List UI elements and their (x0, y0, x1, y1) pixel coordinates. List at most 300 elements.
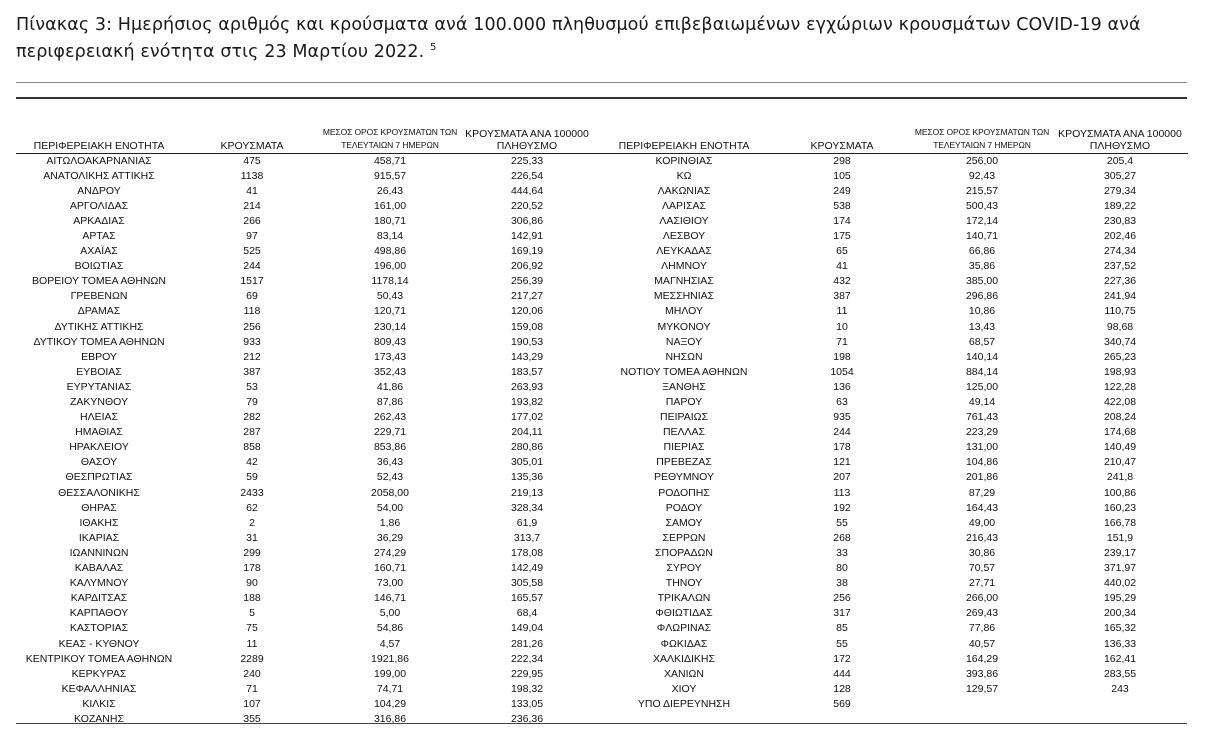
avg7-cell: 160,71 (373, 562, 407, 575)
table-row (596, 229, 1188, 244)
table-row (16, 531, 596, 546)
per100k-cell: 142,49 (510, 562, 544, 575)
table-row (596, 350, 1188, 365)
cases-cell: 858 (243, 441, 261, 454)
per100k-cell: 256,39 (510, 275, 544, 288)
region-cell: ΦΩΚΙΔΑΣ (660, 637, 708, 650)
avg7-cell: 1921,86 (371, 652, 409, 665)
table-row (16, 697, 596, 712)
cases-table-right (596, 121, 1188, 712)
avg7-cell: 172,14 (965, 214, 999, 227)
table-row (16, 712, 596, 727)
per100k-cell: 169,19 (510, 245, 544, 258)
cases-cell: 268 (833, 531, 851, 544)
table-row (16, 425, 596, 440)
cases-cell: 298 (833, 154, 851, 167)
avg7-cell: 352,43 (373, 365, 407, 378)
cases-cell: 538 (833, 199, 851, 212)
header-cases: ΚΡΟΥΣΜΑΤΑ (182, 121, 322, 153)
region-cell: ΚΑΡΠΑΘΟΥ (69, 607, 129, 620)
avg7-cell: 26,43 (376, 184, 404, 197)
region-cell: ΜΗΛΟΥ (665, 305, 703, 318)
region-cell: ΧΑΝΙΩΝ (664, 667, 704, 680)
cases-cell: 933 (243, 335, 261, 348)
region-cell: ΠΕΙΡΑΙΩΣ (660, 411, 708, 424)
region-cell: ΚΕΝΤΡΙΚΟΥ ΤΟΜΕΑ ΑΘΗΝΩΝ (25, 652, 173, 665)
cases-cell: 71 (836, 335, 848, 348)
avg7-cell: 393,86 (965, 667, 999, 680)
region-cell: ΣΑΜΟΥ (665, 516, 703, 529)
table-row (596, 320, 1188, 335)
table-row (596, 637, 1188, 652)
cases-cell: 97 (246, 229, 258, 242)
cases-cell: 249 (833, 184, 851, 197)
table-row (596, 153, 1188, 169)
table-row (16, 199, 596, 214)
per100k-cell: 100,86 (1103, 486, 1137, 499)
per100k-cell: 206,92 (510, 260, 544, 273)
region-cell: ΚΟΡΙΝΘΙΑΣ (655, 154, 713, 167)
per100k-cell: 135,36 (510, 471, 544, 484)
avg7-cell: 49,00 (968, 516, 996, 529)
per100k-cell: 143,29 (510, 350, 544, 363)
table-row (596, 440, 1188, 455)
region-cell: ΡΕΘΥΜΝΟΥ (653, 471, 714, 484)
cases-cell: 244 (833, 426, 851, 439)
per100k-cell: 174,68 (1103, 426, 1137, 439)
cases-cell: 128 (833, 682, 851, 695)
region-cell: ΡΟΔΟΥ (665, 501, 703, 514)
region-cell: ΜΑΓΝΗΣΙΑΣ (654, 275, 714, 288)
per100k-cell: 166,78 (1103, 516, 1137, 529)
cases-cell: 212 (243, 350, 261, 363)
table-caption (16, 12, 1206, 66)
table-row (16, 259, 596, 274)
per100k-cell: 229,95 (510, 667, 544, 680)
avg7-cell (912, 697, 1052, 712)
region-cell: ΚΩ (676, 169, 692, 182)
avg7-cell: 269,43 (965, 607, 999, 620)
avg7-cell: 1178,14 (371, 275, 409, 288)
table-row (596, 546, 1188, 561)
avg7-cell: 70,57 (968, 562, 996, 575)
avg7-cell: 164,43 (965, 501, 999, 514)
table-row (596, 576, 1188, 591)
cases-cell: 256 (243, 320, 261, 333)
cases-cell: 198 (833, 350, 851, 363)
header-per100k: ΚΡΟΥΣΜΑΤΑ ΑΝΑ 100000 ΠΛΗΘΥΣΜΟ (1052, 121, 1188, 153)
cases-cell: 244 (243, 260, 261, 273)
table-row (16, 244, 596, 259)
table-row (596, 591, 1188, 606)
region-cell: ΛΑΚΩΝΙΑΣ (657, 184, 711, 197)
region-cell: ΑΡΤΑΣ (82, 229, 116, 242)
table-row (596, 289, 1188, 304)
cases-cell: 317 (833, 607, 851, 620)
table-row (596, 652, 1188, 667)
avg7-cell: 140,14 (965, 350, 999, 363)
region-cell: ΤΡΙΚΑΛΩΝ (657, 592, 711, 605)
per100k-cell: 313,7 (513, 531, 541, 544)
table-row (596, 531, 1188, 546)
header-avg7: ΜΕΣΟΣ ΟΡΟΣ ΚΡΟΥΣΜΑΤΩΝ ΤΩΝ ΤΕΛΕΥΤΑΙΩΝ 7 ΗΜΕΡΩΝ (322, 121, 458, 153)
cases-cell: 355 (243, 712, 261, 725)
region-cell: ΘΑΣΟΥ (80, 456, 118, 469)
cases-cell: 136 (833, 380, 851, 393)
per100k-cell: 68,4 (516, 607, 538, 620)
cases-cell: 175 (833, 229, 851, 242)
per100k-cell: 202,46 (1103, 229, 1137, 242)
table-row (596, 214, 1188, 229)
region-cell: ΜΕΣΣΗΝΙΑΣ (653, 290, 715, 303)
avg7-cell: 809,43 (373, 335, 407, 348)
cases-cell: 79 (246, 396, 258, 408)
avg7-cell: 216,43 (965, 531, 999, 544)
per100k-cell: 120,06 (510, 305, 544, 318)
region-cell: ΚΑΒΑΛΑΣ (74, 562, 124, 575)
avg7-cell: 256,00 (965, 154, 999, 167)
per100k-cell: 305,58 (510, 577, 544, 590)
region-cell: ΑΙΤΩΛΟΑΚΑΡΝΑΝΙΑΣ (46, 154, 152, 167)
region-cell: ΦΛΩΡΙΝΑΣ (656, 622, 712, 635)
per100k-cell: 340,74 (1103, 335, 1137, 348)
per100k-cell: 371,97 (1103, 562, 1137, 575)
region-cell: ΠΕΛΛΑΣ (662, 426, 706, 439)
table-row (596, 425, 1188, 440)
table-row (16, 169, 596, 184)
cases-cell: 107 (243, 697, 261, 710)
cases-cell: 214 (243, 199, 261, 212)
header-region: ΠΕΡΙΦΕΡΕΙΑΚΗ ΕΝΟΤΗΤΑ (16, 121, 182, 153)
per100k-cell: 204,11 (511, 426, 543, 439)
per100k-cell: 280,86 (510, 441, 544, 454)
per100k-cell: 422,08 (1103, 396, 1137, 408)
per100k-cell: 165,32 (1103, 622, 1137, 635)
avg7-cell: 50,43 (376, 290, 404, 303)
avg7-cell: 13,43 (968, 320, 996, 333)
region-cell: ΛΗΜΝΟΥ (661, 260, 707, 273)
cases-cell: 33 (836, 546, 848, 559)
avg7-cell: 761,43 (965, 411, 999, 424)
table-row (16, 576, 596, 591)
per100k-cell: 151,9 (1106, 531, 1134, 544)
per100k-cell: 177,02 (510, 411, 544, 424)
region-cell: ΑΡΚΑΔΙΑΣ (73, 214, 125, 227)
per100k-cell: 220,52 (510, 199, 544, 212)
region-cell: ΗΡΑΚΛΕΙΟΥ (69, 441, 129, 454)
per100k-cell: 283,55 (1103, 667, 1137, 680)
table-row (16, 621, 596, 636)
region-cell: ΔΥΤΙΚΟΥ ΤΟΜΕΑ ΑΘΗΝΩΝ (33, 335, 165, 348)
per100k-cell: 208,24 (1103, 411, 1137, 424)
per100k-cell: 265,23 (1103, 350, 1137, 363)
cases-cell: 2433 (240, 486, 264, 499)
avg7-cell: 66,86 (968, 245, 996, 258)
avg7-cell: 173,43 (373, 350, 407, 363)
avg7-cell: 458,71 (373, 154, 407, 167)
cases-cell: 2289 (240, 652, 264, 665)
avg7-cell: 140,71 (965, 229, 999, 242)
region-cell: ΑΝΔΡΟΥ (77, 184, 121, 197)
region-cell: ΦΘΙΩΤΙΔΑΣ (655, 607, 713, 620)
region-cell: ΚΑΛΥΜΝΟΥ (69, 577, 129, 590)
cases-cell: 192 (833, 501, 851, 514)
avg7-cell: 223,29 (965, 426, 999, 439)
table-row (16, 440, 596, 455)
table-row (596, 501, 1188, 516)
table-row (16, 380, 596, 395)
per100k-cell: 281,26 (510, 637, 544, 650)
avg7-cell: 92,43 (968, 169, 996, 182)
region-cell: ΠΙΕΡΙΑΣ (663, 441, 705, 454)
table-body-right (596, 153, 1188, 712)
avg7-cell: 87,86 (376, 396, 404, 408)
region-cell: ΚΕΦΑΛΛΗΝΙΑΣ (61, 682, 137, 695)
per100k-cell: 98,68 (1106, 320, 1134, 333)
region-cell: ΒΟΙΩΤΙΑΣ (74, 260, 124, 273)
table-row (16, 546, 596, 561)
cases-cell: 62 (246, 501, 258, 514)
table-header-row (596, 121, 1188, 153)
avg7-cell: 201,86 (965, 471, 999, 484)
cases-cell: 387 (243, 365, 261, 378)
top-divider (16, 82, 1187, 83)
table-row (596, 606, 1188, 621)
avg7-cell: 73,00 (376, 577, 404, 590)
table-row (16, 561, 596, 576)
table-top-rule (16, 97, 1187, 99)
per100k-cell: 444,64 (510, 184, 544, 197)
per100k-cell: 142,91 (510, 229, 544, 242)
per100k-cell: 239,17 (1103, 546, 1137, 559)
avg7-cell: 146,71 (373, 592, 407, 605)
table-row (16, 667, 596, 682)
per100k-cell: 241,94 (1103, 290, 1137, 303)
avg7-cell: 27,71 (968, 577, 996, 590)
avg7-cell: 4,57 (379, 637, 401, 650)
avg7-cell: 83,14 (376, 229, 404, 242)
per100k-cell: 328,34 (510, 501, 544, 514)
table-row (596, 621, 1188, 636)
table-row (596, 455, 1188, 470)
region-cell: ΜΥΚΟΝΟΥ (657, 320, 711, 333)
avg7-cell: 41,86 (376, 380, 404, 393)
per100k-cell: 122,28 (1103, 380, 1137, 393)
cases-cell: 2 (249, 516, 255, 529)
avg7-cell: 199,00 (373, 667, 407, 680)
avg7-cell: 5,00 (379, 607, 401, 620)
cases-cell: 5 (249, 607, 255, 620)
cases-cell: 444 (833, 667, 851, 680)
region-cell: ΒΟΡΕΙΟΥ ΤΟΜΕΑ ΑΘΗΝΩΝ (32, 275, 166, 288)
avg7-cell: 161,00 (373, 199, 407, 212)
region-cell: ΚΑΣΤΟΡΙΑΣ (69, 622, 129, 635)
table-row (596, 259, 1188, 274)
region-cell: ΣΥΡΟΥ (666, 562, 702, 575)
avg7-cell: 498,86 (373, 245, 407, 258)
region-cell: ΑΧΑΪΑΣ (80, 245, 118, 258)
region-cell: ΖΑΚΥΝΘΟΥ (69, 396, 128, 408)
per100k-cell: 110,75 (1104, 305, 1136, 318)
per100k-cell (1052, 697, 1188, 712)
cases-cell: 256 (833, 592, 851, 605)
cases-cell: 475 (243, 154, 261, 167)
avg7-cell: 87,29 (968, 486, 996, 499)
per100k-cell: 133,05 (510, 697, 544, 710)
avg7-cell: 230,14 (373, 320, 407, 333)
avg7-cell: 164,29 (965, 652, 999, 665)
per100k-cell: 306,86 (510, 214, 544, 227)
per100k-cell: 440,02 (1103, 577, 1137, 590)
cases-cell: 174 (833, 214, 851, 227)
avg7-cell: 274,29 (373, 546, 407, 559)
cases-cell: 65 (836, 245, 848, 258)
table-row (596, 697, 1188, 712)
region-cell: ΛΑΡΙΣΑΣ (662, 199, 706, 212)
avg7-cell: 1,86 (379, 516, 401, 529)
table-row (596, 199, 1188, 214)
table-row (16, 591, 596, 606)
table-row (16, 289, 596, 304)
per100k-cell: 136,33 (1103, 637, 1137, 650)
cases-cell: 59 (246, 471, 258, 484)
cases-cell: 207 (833, 471, 851, 484)
region-cell: ΕΥΒΟΙΑΣ (76, 365, 122, 378)
caption-text: Πίνακας 3: Ημερήσιος αριθμός και κρούσματα ανά 100.000 πληθυσμού επιβεβαιωμένων εγχώριων κρουσμάτων COVID-19 ανά περιφερειακή ενότητα στις 23 Μαρτίου 2022. (16, 15, 1141, 62)
avg7-cell: 385,00 (965, 275, 999, 288)
region-cell: ΗΜΑΘΙΑΣ (75, 426, 123, 439)
avg7-cell: 266,00 (965, 592, 999, 605)
region-cell: ΘΕΣΣΑΛΟΝΙΚΗΣ (58, 486, 140, 499)
table-row (16, 335, 596, 350)
per100k-cell: 162,41 (1103, 652, 1137, 665)
avg7-cell: 49,14 (968, 396, 996, 408)
avg7-cell: 77,86 (968, 622, 996, 635)
region-cell: ΥΠΟ ΔΙΕΡΕΥΝΗΣΗ (637, 697, 731, 710)
header-cases: ΚΡΟΥΣΜΑΤΑ (772, 121, 912, 153)
footnote-marker: 5 (430, 42, 437, 54)
cases-cell: 172 (833, 652, 851, 665)
per100k-cell: 236,36 (510, 712, 544, 725)
region-cell: ΝΗΣΩΝ (665, 350, 703, 363)
avg7-cell: 125,00 (965, 380, 999, 393)
table-row (16, 410, 596, 425)
table-row (596, 380, 1188, 395)
cases-cell: 266 (243, 214, 261, 227)
per100k-cell: 200,34 (1103, 607, 1137, 620)
avg7-cell: 104,86 (965, 456, 999, 469)
per100k-cell: 140,49 (1103, 441, 1137, 454)
per100k-cell: 189,22 (1103, 199, 1137, 212)
per100k-cell: 178,08 (510, 546, 544, 559)
avg7-cell: 853,86 (373, 441, 407, 454)
avg7-cell: 54,00 (376, 501, 404, 514)
cases-table-left (16, 121, 596, 727)
per100k-cell: 210,47 (1103, 456, 1137, 469)
avg7-cell: 10,86 (968, 305, 996, 318)
cases-cell: 63 (836, 396, 848, 408)
table-row (596, 365, 1188, 380)
per100k-cell: 149,04 (510, 622, 544, 635)
cases-cell: 240 (243, 667, 261, 680)
per100k-cell: 217,27 (510, 290, 544, 303)
cases-cell: 80 (836, 562, 848, 575)
region-cell: ΚΕΡΚΥΡΑΣ (71, 667, 127, 680)
per100k-cell: 198,93 (1103, 365, 1137, 378)
cases-cell: 90 (246, 577, 258, 590)
per100k-cell: 279,34 (1103, 184, 1137, 197)
avg7-cell: 215,57 (965, 184, 999, 197)
table-row (16, 637, 596, 652)
header-avg7: ΜΕΣΟΣ ΟΡΟΣ ΚΡΟΥΣΜΑΤΩΝ ΤΩΝ ΤΕΛΕΥΤΑΙΩΝ 7 ΗΜΕΡΩΝ (912, 121, 1052, 153)
table-row (596, 244, 1188, 259)
per100k-cell: 195,29 (1103, 592, 1137, 605)
per100k-cell: 183,57 (510, 365, 544, 378)
table-row (596, 184, 1188, 199)
table-row (596, 667, 1188, 682)
table-row (596, 304, 1188, 319)
region-cell: ΧΙΟΥ (671, 682, 697, 695)
table-row (16, 501, 596, 516)
region-cell: ΠΡΕΒΕΖΑΣ (656, 456, 712, 469)
cases-cell: 42 (246, 456, 258, 469)
per100k-cell: 226,54 (510, 169, 544, 182)
per100k-cell: 225,33 (510, 154, 544, 167)
table-row (16, 274, 596, 289)
cases-cell: 105 (833, 169, 851, 182)
cases-cell: 282 (243, 411, 261, 424)
cases-cell: 569 (833, 697, 851, 710)
cases-cell: 113 (833, 486, 851, 499)
per100k-cell: 219,13 (510, 486, 544, 499)
per100k-cell: 263,93 (510, 380, 544, 393)
region-cell: ΙΘΑΚΗΣ (79, 516, 119, 529)
region-cell: ΗΛΕΙΑΣ (79, 411, 118, 424)
region-cell: ΓΡΕΒΕΝΩΝ (70, 290, 128, 303)
cases-cell: 41 (246, 184, 258, 197)
avg7-cell: 131,00 (965, 441, 999, 454)
table-row (16, 682, 596, 697)
table-row (596, 169, 1188, 184)
cases-cell: 121 (833, 456, 851, 469)
region-cell: ΝΟΤΙΟΥ ΤΟΜΕΑ ΑΘΗΝΩΝ (620, 365, 748, 378)
per100k-cell: 198,32 (510, 682, 544, 695)
region-cell: ΚΙΛΚΙΣ (82, 697, 116, 710)
table-row (596, 410, 1188, 425)
per100k-cell: 222,34 (510, 652, 544, 665)
cases-cell: 1054 (830, 365, 854, 378)
table-row (16, 486, 596, 501)
region-cell: ΠΑΡΟΥ (665, 396, 703, 408)
region-cell: ΙΚΑΡΙΑΣ (78, 531, 120, 544)
avg7-cell: 35,86 (968, 260, 996, 273)
cases-cell: 55 (836, 516, 848, 529)
table-row (16, 184, 596, 199)
header-per100k: ΚΡΟΥΣΜΑΤΑ ΑΝΑ 100000 ΠΛΗΘΥΣΜΟ (458, 121, 596, 153)
cases-cell: 935 (833, 411, 851, 424)
region-cell: ΕΥΡΥΤΑΝΙΑΣ (66, 380, 132, 393)
per100k-cell: 305,27 (1103, 169, 1137, 182)
table-row (16, 365, 596, 380)
cases-cell: 299 (243, 546, 261, 559)
region-cell: ΣΠΟΡΑΔΩΝ (655, 546, 713, 559)
per100k-cell: 241,8 (1106, 471, 1134, 484)
table-row (596, 470, 1188, 485)
avg7-cell: 915,57 (373, 169, 407, 182)
cases-cell: 38 (836, 577, 848, 590)
region-cell: ΚΕΑΣ - ΚΥΘΝΟΥ (58, 637, 140, 650)
avg7-cell: 2058,00 (371, 486, 409, 499)
